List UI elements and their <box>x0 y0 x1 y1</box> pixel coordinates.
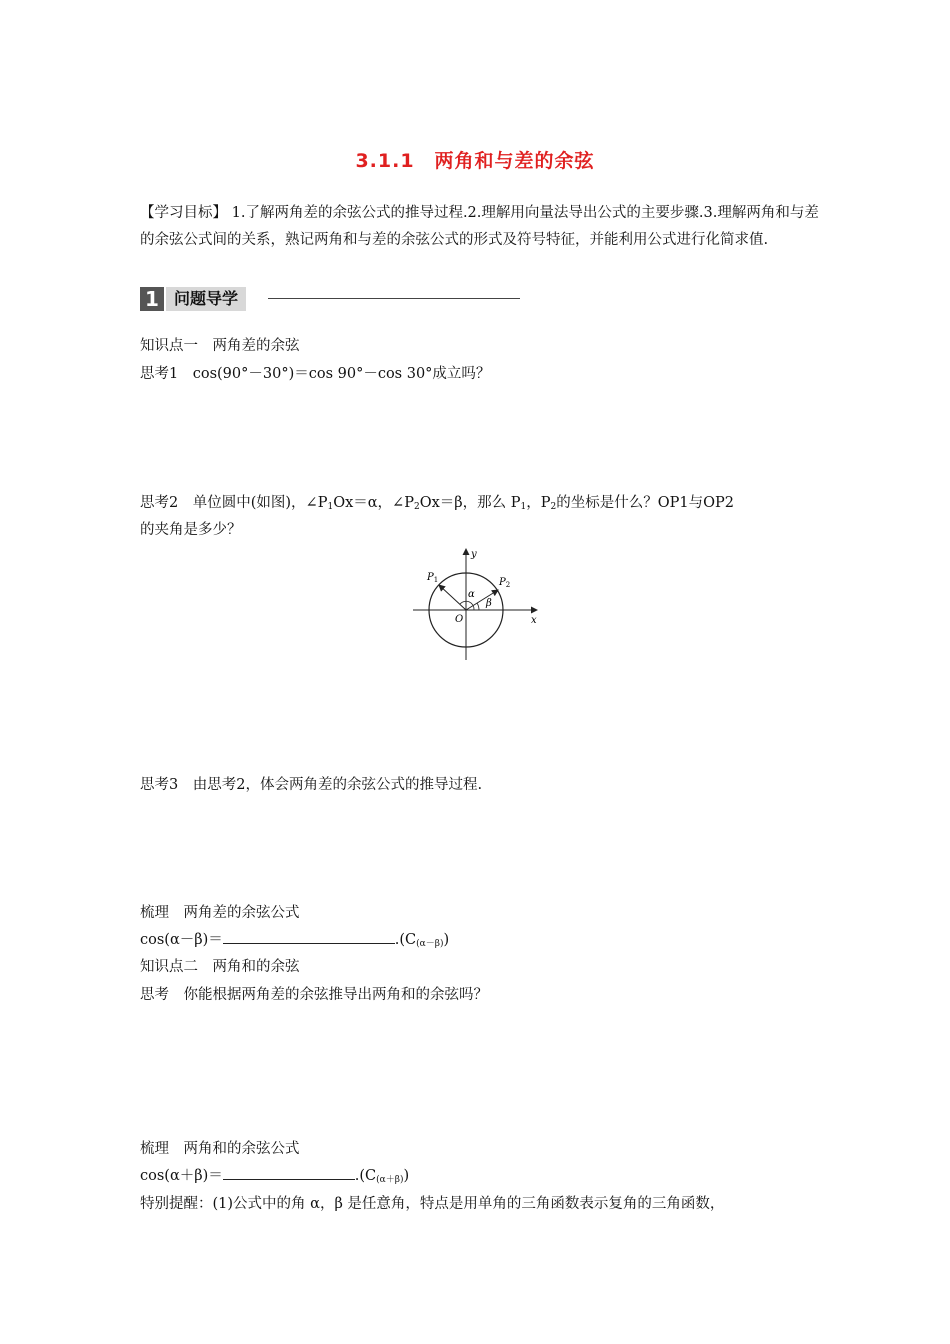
objectives-label: 【学习目标】 <box>140 205 227 221</box>
objectives-text: 1.了解两角差的余弦公式的推导过程.2.理解用向量法导出公式的主要步骤.3.理解两角和与差的余弦公式间的关系，熟记两角和与差的余弦公式的形式及符号特征，并能利用公式进行化简求值. <box>140 205 819 248</box>
y-label: y <box>471 549 477 560</box>
section-number: 1 <box>140 287 164 311</box>
formula-sum: $\cos(\alpha+\beta)= .(C_{(\alpha+\beta)})$ <box>140 1164 409 1185</box>
x-label: x <box>531 615 537 626</box>
page-title: 3.1.1 两角和与差的余弦 <box>355 150 595 172</box>
vector-op1 <box>439 585 466 610</box>
section-divider <box>268 298 520 299</box>
answer-blank-difference[interactable] <box>223 929 395 944</box>
special-note: 特别提醒：(1)公式中的角 α，β 是任意角，特点是用单角的三角函数表示复角的三角函数， <box>140 1196 725 1212</box>
kp1-summary: 梳理 两角差的余弦公式 <box>140 905 300 921</box>
alpha-label: α <box>468 589 475 600</box>
learning-objectives <box>140 200 820 253</box>
p1-label: $P_1$ <box>427 572 439 584</box>
origin-label: O <box>455 614 464 625</box>
think2-line1: 思考2 单位圆中(如图)，$\angle P_1Ox=\alpha$，$\angle P_2Ox=\beta$，那么 $P_1$，$P_2$的坐标是什么？OP1与OP2 <box>140 495 734 512</box>
kp1-heading: 知识点一 两角差的余弦 <box>140 338 300 354</box>
kp2-think: 思考 你能根据两角差的余弦推导出两角和的余弦吗？ <box>140 987 488 1003</box>
think2-line2: 的夹角是多少？ <box>140 522 242 538</box>
kp2-summary: 梳理 两角和的余弦公式 <box>140 1141 300 1157</box>
section-header <box>140 287 520 311</box>
p2-label: $P_2$ <box>499 577 511 589</box>
alpha-arc <box>460 601 474 610</box>
think3: 思考3 由思考2，体会两角差的余弦公式的推导过程. <box>140 777 483 793</box>
unit-circle-diagram <box>405 545 550 665</box>
beta-arc <box>477 603 479 610</box>
beta-label: β <box>486 598 492 609</box>
formula-difference: $\cos(\alpha-\beta)= .(C_{(\alpha-\beta)})$ <box>140 928 449 949</box>
section-title: 问题导学 <box>166 287 246 311</box>
think1: 思考1 cos(90°－30°)＝cos 90°－cos 30°成立吗？ <box>140 366 491 382</box>
answer-blank-sum[interactable] <box>223 1165 355 1180</box>
kp2-heading: 知识点二 两角和的余弦 <box>140 959 300 975</box>
